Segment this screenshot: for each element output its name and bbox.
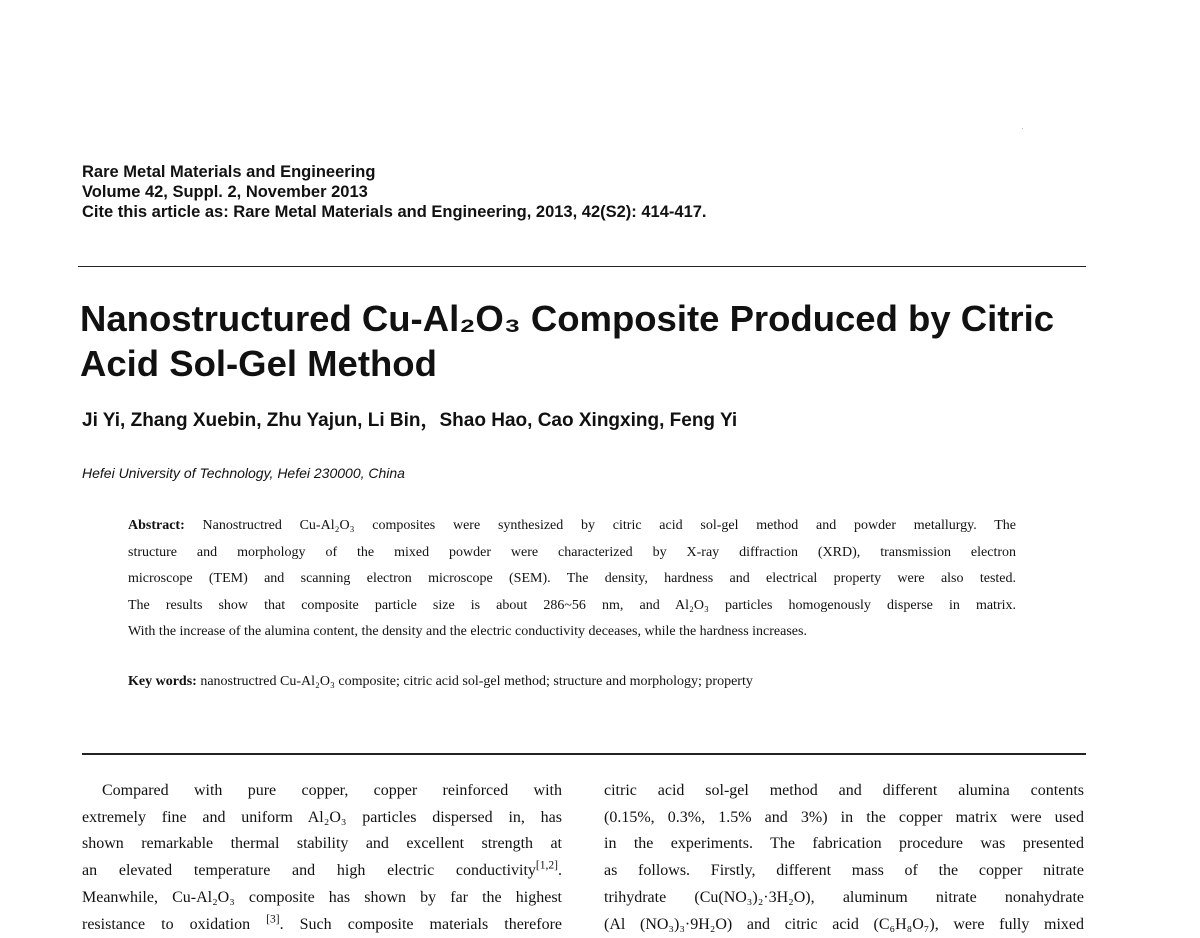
body-line: (0.15%, 0.3%, 1.5% and 3%) in the copper matrix were used [604, 808, 1084, 826]
title-line-1: Nanostructured Cu-Al₂O₃ Composite Produced by Citric [80, 298, 1055, 339]
abstract-line: microscope (TEM) and scanning electron microscope (SEM). The density, hardness and electrical property were also tested. [128, 571, 1016, 587]
title-line-2: Acid Sol-Gel Method [80, 343, 437, 384]
abstract [128, 513, 1016, 646]
body-line: (Al (NO₃)₃·9H₂O) and citric acid (C₆H₈O₇), were fully mixed [604, 915, 1084, 933]
journal-volume: Volume 42, Suppl. 2, November 2013 [82, 183, 368, 201]
journal-name: Rare Metal Materials and Engineering [82, 163, 376, 181]
body-line: Meanwhile, Cu-Al₂O₃ composite has shown by far the highest [82, 888, 562, 906]
body-line: extremely fine and uniform Al₂O₃ particles dispersed in, has [82, 808, 562, 826]
journal-header [82, 162, 707, 222]
abstract-line: With the increase of the alumina content, the density and the electric conductivity deceases, while the hardness increases. [128, 624, 807, 640]
body-line: Compared with pure copper, copper reinforced with [102, 782, 562, 799]
abstract-line: Abstract: Nanostructred Cu-Al₂O₃ composites were synthesized by citric acid sol-gel method and powder metallurgy. The [128, 518, 1016, 533]
article-title [80, 296, 1090, 386]
header-rule [78, 266, 1086, 267]
citation-line: Cite this article as: Rare Metal Materials and Engineering, 2013, 42(S2): 414-417. [82, 203, 707, 221]
body-line: shown remarkable thermal stability and excellent strength at [82, 835, 562, 853]
body-line: an elevated temperature and high electric conductivity[1,2]. [82, 859, 562, 880]
body-rule [82, 753, 1086, 755]
affiliation: Hefei University of Technology, Hefei 230000, China [82, 465, 405, 481]
abstract-line: structure and morphology of the mixed powder were characterized by X-ray diffraction (XRD), transmission electron [128, 544, 1016, 560]
body-line: trihydrate (Cu(NO₃)₂·3H₂O), aluminum nitrate nonahydrate [604, 888, 1084, 906]
author-list: Ji Yi, Zhang Xuebin, Zhu Yajun, Li Bin，Shao Hao, Cao Xingxing, Feng Yi [82, 410, 738, 431]
speck [1022, 128, 1023, 129]
abstract-line: The results show that composite particle size is about 286~56 nm, and Al₂O₃ particles homogenously disperse in matrix. [128, 597, 1016, 613]
abstract-label: Abstract: [128, 518, 185, 533]
body-line: resistance to oxidation [3]. Such composite materials therefore [82, 913, 562, 933]
keywords-text: nanostructred Cu-Al₂O₃ composite; citric acid sol-gel method; structure and morphology; property [200, 674, 753, 689]
body-line: in the experiments. The fabrication procedure was presented [604, 835, 1084, 853]
body-line: citric acid sol-gel method and different alumina contents [604, 782, 1084, 799]
body-line: as follows. Firstly, different mass of the copper nitrate [604, 862, 1084, 880]
keywords-label: Key words: [128, 674, 197, 689]
body-column-right [604, 778, 1084, 938]
keywords [128, 674, 753, 690]
body-column-left [82, 778, 562, 938]
